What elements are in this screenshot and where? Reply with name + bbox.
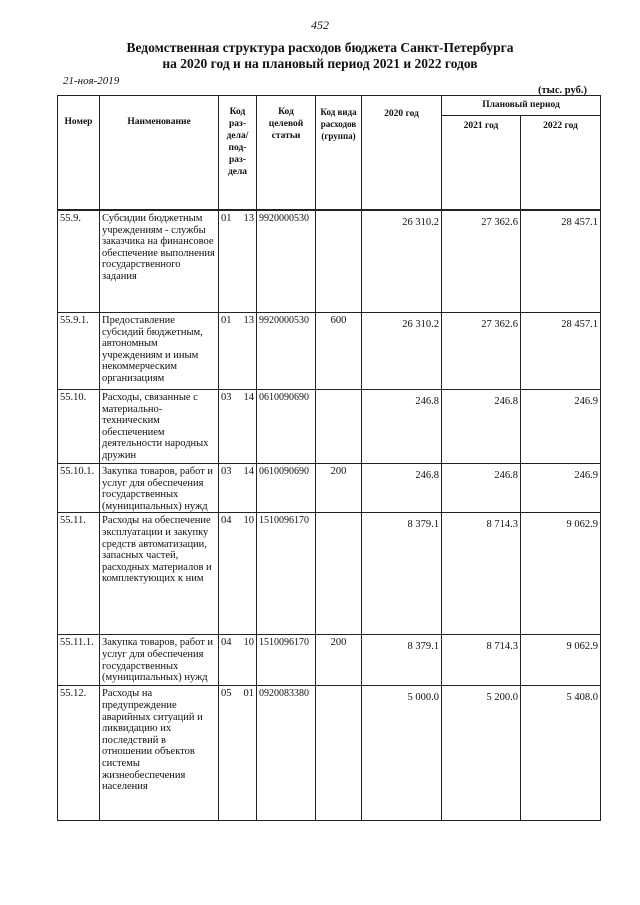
units-label: (тыс. руб.) — [538, 85, 587, 96]
row-section: 04 — [219, 513, 238, 635]
row-section: 03 — [219, 390, 238, 464]
row-section: 05 — [219, 686, 238, 821]
row-value-2022: 246.9 — [521, 390, 601, 464]
row-target: 9920000530 — [257, 211, 316, 313]
table-row — [58, 211, 601, 313]
row-target: 1510096170 — [257, 635, 316, 686]
row-value-2021: 246.8 — [442, 464, 521, 513]
header-section: Код раз- дела/ под- раз- дела — [219, 96, 257, 210]
table-header — [57, 95, 601, 210]
row-value-2021: 5 200.0 — [442, 686, 521, 821]
row-number: 55.12. — [58, 686, 100, 821]
row-value-2021: 246.8 — [442, 390, 521, 464]
row-exp-type: 600 — [316, 313, 362, 390]
row-target: 1510096170 — [257, 513, 316, 635]
row-subsection: 10 — [238, 635, 257, 686]
row-number: 55.9. — [58, 211, 100, 313]
document-date: 21-ноя-2019 — [63, 75, 120, 87]
row-name: Расходы, связанные с материально-техническим обеспечением деятельности народных дружин — [100, 390, 219, 464]
row-value-2020: 26 310.2 — [362, 211, 442, 313]
row-section: 01 — [219, 211, 238, 313]
row-value-2022: 28 457.1 — [521, 313, 601, 390]
row-value-2022: 246.9 — [521, 464, 601, 513]
table-row — [58, 513, 601, 635]
header-exp-type: Код вида расходов (группа) — [316, 96, 362, 210]
row-value-2020: 26 310.2 — [362, 313, 442, 390]
row-name: Расходы на предупреждение аварийных ситуаций и ликвидацию их последствий в отношении объектов системы жизнеобеспечения населения — [100, 686, 219, 821]
title-line-1: Ведомственная структура расходов бюджета Санкт-Петербурга — [126, 40, 514, 55]
row-number: 55.11.1. — [58, 635, 100, 686]
row-name: Закупка товаров, работ и услуг для обеспечения государственных (муниципальных) нужд — [100, 464, 219, 513]
row-subsection: 10 — [238, 513, 257, 635]
header-2020: 2020 год — [362, 96, 442, 210]
row-number: 55.9.1. — [58, 313, 100, 390]
row-exp-type — [316, 211, 362, 313]
row-value-2022: 9 062.9 — [521, 635, 601, 686]
row-value-2022: 9 062.9 — [521, 513, 601, 635]
row-number: 55.10.1. — [58, 464, 100, 513]
row-target: 9920000530 — [257, 313, 316, 390]
row-value-2022: 5 408.0 — [521, 686, 601, 821]
row-subsection: 13 — [238, 313, 257, 390]
row-exp-type — [316, 390, 362, 464]
row-exp-type: 200 — [316, 464, 362, 513]
row-exp-type — [316, 686, 362, 821]
table-row — [58, 635, 601, 686]
row-target: 0610090690 — [257, 464, 316, 513]
row-subsection: 14 — [238, 390, 257, 464]
table-row — [58, 390, 601, 464]
header-name: Наименование — [100, 96, 219, 210]
row-value-2021: 8 714.3 — [442, 513, 521, 635]
row-value-2020: 8 379.1 — [362, 513, 442, 635]
row-subsection: 13 — [238, 211, 257, 313]
row-section: 03 — [219, 464, 238, 513]
header-2021: 2021 год — [442, 116, 521, 210]
table-row — [58, 686, 601, 821]
row-name: Предоставление субсидий бюджетным, автономным учреждениям и иным некоммерческим организациям — [100, 313, 219, 390]
header-number: Номер — [58, 96, 100, 210]
table-row — [58, 464, 601, 513]
table-row — [58, 313, 601, 390]
data-table — [57, 210, 601, 821]
row-section: 01 — [219, 313, 238, 390]
header-planned-period: Плановый период — [442, 96, 601, 116]
row-subsection: 01 — [238, 686, 257, 821]
row-value-2020: 246.8 — [362, 464, 442, 513]
row-subsection: 14 — [238, 464, 257, 513]
row-number: 55.10. — [58, 390, 100, 464]
header-target: Код целевой статьи — [257, 96, 316, 210]
row-value-2021: 27 362.6 — [442, 313, 521, 390]
row-value-2020: 246.8 — [362, 390, 442, 464]
row-exp-type — [316, 513, 362, 635]
title-line-2: на 2020 год и на плановый период 2021 и 2022 годов — [162, 56, 478, 71]
row-exp-type: 200 — [316, 635, 362, 686]
row-value-2022: 28 457.1 — [521, 211, 601, 313]
row-number: 55.11. — [58, 513, 100, 635]
header-2022: 2022 год — [521, 116, 601, 210]
row-target: 0610090690 — [257, 390, 316, 464]
row-name: Расходы на обеспечение эксплуатации и закупку средств автоматизации, запасных частей, расходных материалов и комплектующих к ним — [100, 513, 219, 635]
row-section: 04 — [219, 635, 238, 686]
document-title — [0, 40, 640, 72]
row-value-2020: 8 379.1 — [362, 635, 442, 686]
row-name: Субсидии бюджетным учреждениям - службы заказчика на финансовое обеспечение выполнения государственного задания — [100, 211, 219, 313]
row-name: Закупка товаров, работ и услуг для обеспечения государственных (муниципальных) нужд — [100, 635, 219, 686]
row-value-2021: 27 362.6 — [442, 211, 521, 313]
row-value-2021: 8 714.3 — [442, 635, 521, 686]
row-value-2020: 5 000.0 — [362, 686, 442, 821]
row-target: 0920083380 — [257, 686, 316, 821]
page-number: 452 — [311, 18, 329, 32]
